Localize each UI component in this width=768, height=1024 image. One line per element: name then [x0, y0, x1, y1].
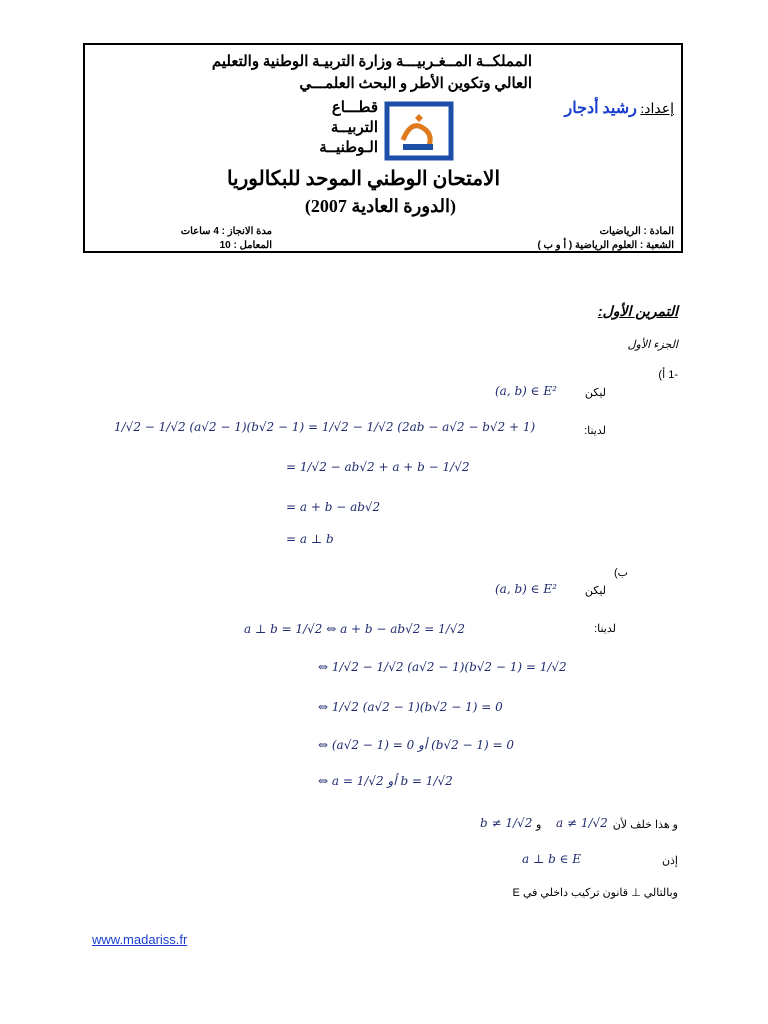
- kingdom-line: المملكــة المــغـربيـــة وزارة التربيـة الوطنية والتعليم: [211, 54, 532, 70]
- therefore-word: إذن: [661, 855, 678, 867]
- equation-b4: ⇔ (a√2 − 1) = 0 أو (b√2 − 1) = 0: [318, 738, 515, 752]
- exam-session: (الدورة العادية 2007): [304, 196, 456, 216]
- sector-line-3: الـوطنيــة: [319, 140, 378, 156]
- prepared-by-label: إعداد:: [640, 102, 674, 117]
- exercise-title: التمرين الأول:: [597, 303, 678, 319]
- ministry-line: العالي وتكوين الأطر و البحث العلمـــي: [299, 76, 532, 92]
- coefficient-label: المعامل : 10: [219, 240, 272, 251]
- equation-b5: ⇔ a = 1/√2 أو b = 1/√2: [318, 774, 453, 788]
- branch-label: الشعبة : العلوم الرياضية ( أ و ب ): [537, 240, 674, 251]
- let-label: ليكن: [584, 387, 606, 399]
- we-have-label: لدينا:: [584, 425, 606, 437]
- part-title: الجزء الأول: [627, 339, 678, 351]
- equation-3: = a + b − ab√2: [286, 500, 381, 514]
- equation-2: = 1/√2 − ab√2 + a + b − 1/√2: [286, 460, 470, 474]
- footer-link[interactable]: www.madariss.fr: [92, 932, 188, 947]
- equation-1: 1/√2 − 1/√2 (a√2 − 1)(b√2 − 1) = 1/√2 − 1/√2 (2ab − a√2 − b√2 + 1): [114, 420, 536, 434]
- sector-line-2: التربيــة: [330, 120, 378, 136]
- closure-statement: a ⊥ b ∈ E: [522, 852, 582, 866]
- contradiction-text: و هذا خلف لأن: [612, 819, 678, 831]
- question-1a-label: -1 أ): [658, 369, 678, 381]
- question-b-label: ب): [613, 567, 628, 579]
- equation-b1: a ⊥ b = 1/√2 ⇔ a + b − ab√2 = 1/√2: [244, 622, 466, 636]
- author-block: [564, 98, 674, 118]
- pair-in-e2: (a, b) ∈ E²: [495, 384, 557, 398]
- conclusion-text: وبالتالي ⊥ قانون تركيب داخلي في E: [512, 887, 678, 899]
- subject-label: المادة : الرياضيات: [599, 226, 674, 237]
- ministry-logo-icon: [383, 100, 455, 162]
- equation-4: = a ⊥ b: [286, 532, 334, 546]
- sector-line-1: قطـــاع: [331, 100, 378, 116]
- b-not-equal: b ≠ 1/√2: [480, 816, 533, 830]
- let-label-2: ليكن: [584, 585, 606, 597]
- equation-b3: ⇔ 1/√2 (a√2 − 1)(b√2 − 1) = 0: [318, 700, 503, 714]
- exam-title: الامتحان الوطني الموحد للبكالوريا: [226, 168, 500, 190]
- equation-b2: ⇔ 1/√2 − 1/√2 (a√2 − 1)(b√2 − 1) = 1/√2: [318, 660, 567, 674]
- a-not-equal: a ≠ 1/√2: [556, 816, 608, 830]
- and-word: و: [536, 819, 542, 831]
- pair-in-e2-2: (a, b) ∈ E²: [495, 582, 557, 596]
- author-name: رشيد أدجار: [564, 100, 637, 117]
- we-have-label-2: لدينا:: [594, 623, 616, 635]
- duration-label: مدة الانجاز : 4 ساعات: [180, 226, 272, 237]
